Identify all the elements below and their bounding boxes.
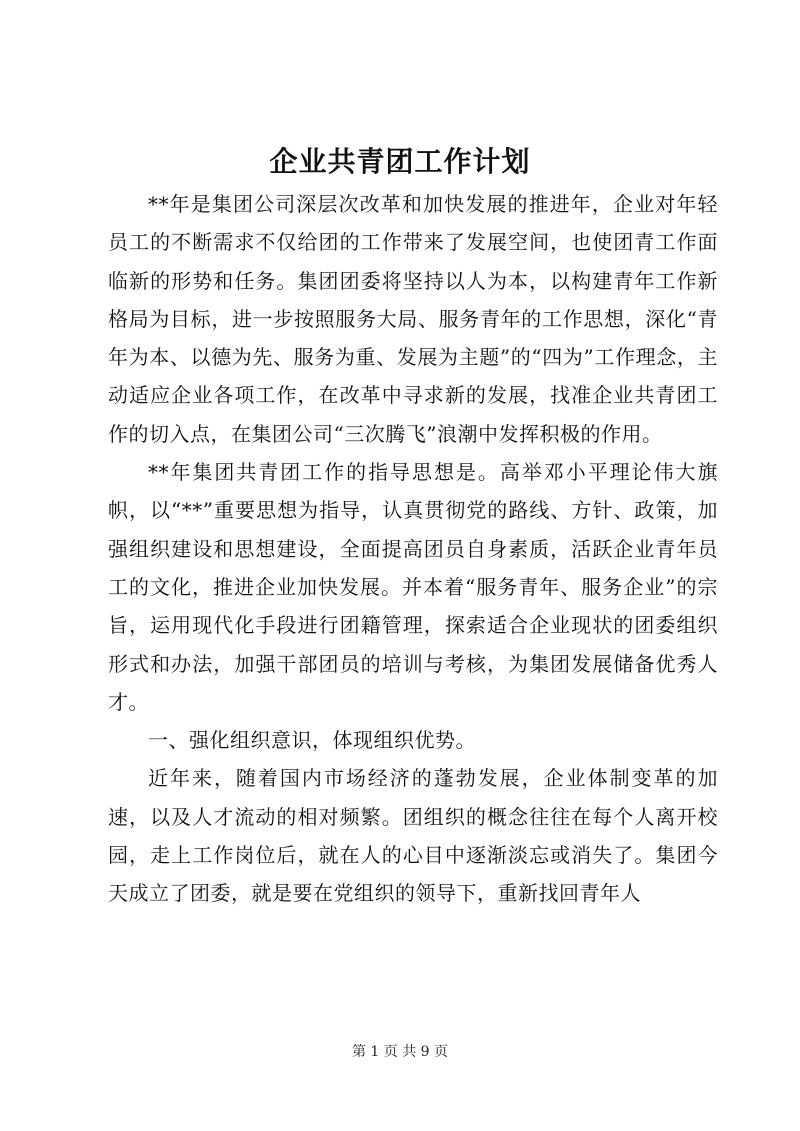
section-heading-1: 一、强化组织意识，体现组织优势。 (148, 728, 476, 753)
document-title: 企业共青团工作计划 (269, 145, 531, 178)
page-footer: 第 1 页 共 9 页 (351, 1044, 449, 1060)
document-body (108, 185, 718, 913)
paragraph-2: **年集团共青团工作的指导思想是。高举邓小平理论伟大旗帜，以“**”重要思想为指导，认真贯彻党的路线、方针、政策，加强组织建设和思想建设，全面提高团员自身素质，活跃企业青年员工的文化，推进企业加快发展。并本着“服务青年、服务企业”的宗旨，运用现代化手段进行团籍管理，探索适合企业现状的团委组织形式和办法，加强干部团员的培训与考核，为集团发展储备优秀人才。 (108, 460, 718, 714)
paragraph-3: 近年来，随着国内市场经济的蓬勃发展，企业体制变革的加速，以及人才流动的相对频繁。团组织的概念往往在每个人离开校园，走上工作岗位后，就在人的心目中逐渐淡忘或消失了。集团今天成立了团委，就是要在党组织的领导下，重新找回青年人 (108, 766, 718, 906)
paragraph-1: **年是集团公司深层次改革和加快发展的推进年，企业对年轻员工的不断需求不仅给团的工作带来了发展空间，也使团青工作面临新的形势和任务。集团团委将坚持以人为本，以构建青年工作新格局为目标，进一步按照服务大局、服务青年的工作思想，深化“青年为本、以德为先、服务为重、发展为主题”的“四为”工作理念，主动适应企业各项工作，在改革中寻求新的发展，找准企业共青团工作的切入点，在集团公司“三次腾飞”浪潮中发挥积极的作用。 (108, 192, 718, 446)
